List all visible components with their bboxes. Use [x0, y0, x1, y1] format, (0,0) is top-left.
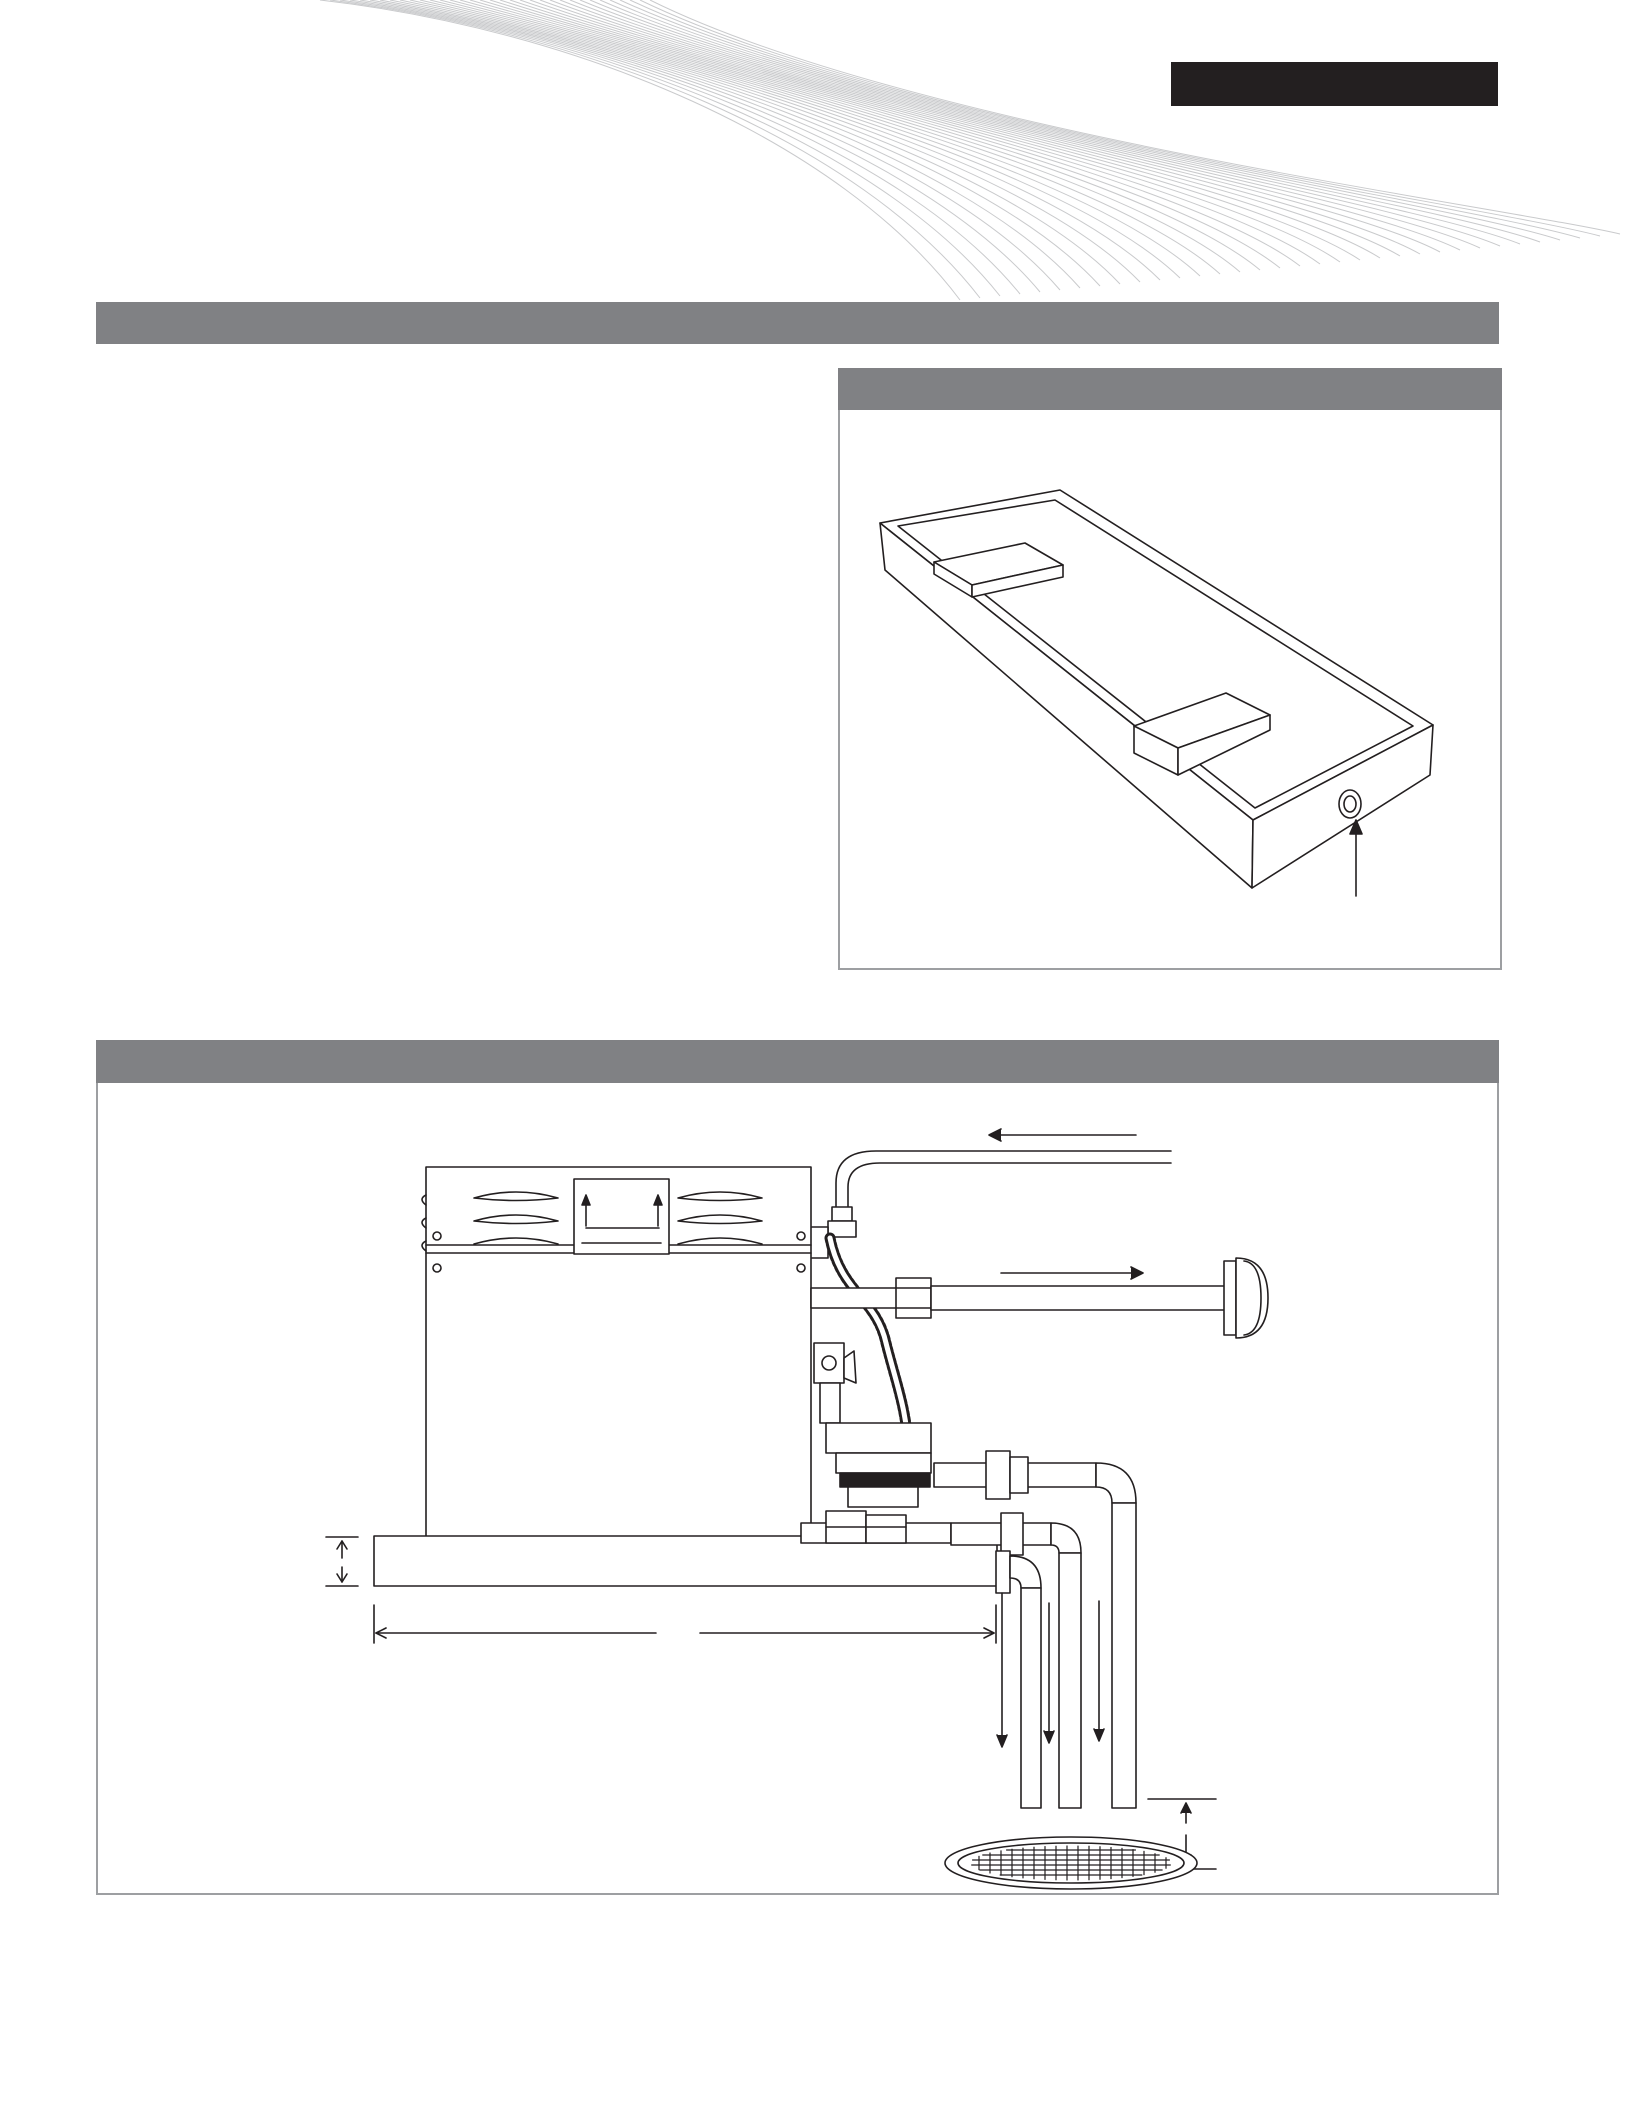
swoosh-line: [570, 0, 1460, 250]
swoosh-line: [610, 0, 1540, 242]
body-text: [96, 362, 814, 962]
generator-cabinet: [422, 1167, 811, 1537]
swoosh-line: [620, 0, 1560, 240]
floor-drain-icon: [945, 1837, 1197, 1889]
pan-height-dimension: [326, 1537, 358, 1586]
section-title-band: [96, 302, 1499, 344]
swoosh-line: [350, 0, 1020, 294]
swoosh-line: [650, 0, 1620, 234]
swoosh-line: [360, 0, 1040, 292]
steam-generator-drawing: [96, 1083, 1499, 1895]
swoosh-line: [590, 0, 1500, 246]
swoosh-line: [600, 0, 1520, 244]
swoosh-line: [640, 0, 1600, 236]
figure-2-title-band: [96, 1040, 1499, 1083]
swoosh-line: [460, 0, 1240, 272]
swoosh-line: [490, 0, 1300, 266]
figure-1-title-band: [838, 368, 1502, 410]
drain-pipes: [934, 1451, 1136, 1808]
valve-assembly: [801, 1343, 951, 1543]
pan-drain-fitting: [1339, 790, 1361, 818]
swoosh-decoration: [0, 0, 1632, 320]
steam-pan-drawing: [838, 410, 1502, 970]
pan-width-dimension: [374, 1605, 996, 1643]
steam-head: [1224, 1258, 1268, 1338]
swoosh-line: [410, 0, 1140, 282]
swoosh-line: [450, 0, 1220, 274]
header-tab: [1171, 62, 1498, 106]
swoosh-line: [630, 0, 1580, 238]
swoosh-line: [500, 0, 1320, 264]
water-supply-line: [812, 1129, 1171, 1258]
